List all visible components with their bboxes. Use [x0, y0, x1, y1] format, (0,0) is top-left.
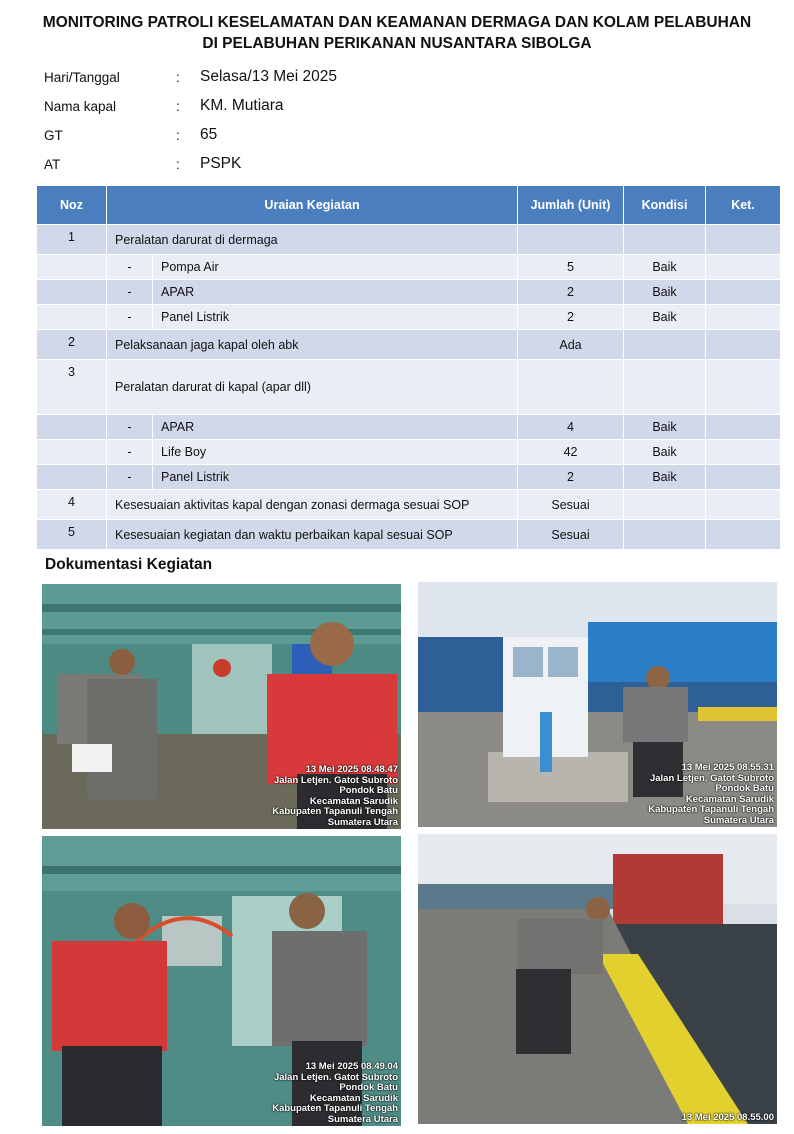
stamp-line: Kabupaten Tapanuli Tengah [648, 804, 774, 815]
cell-ket [706, 520, 781, 550]
cell-ket [706, 440, 781, 465]
cell-jumlah: Sesuai [518, 520, 624, 550]
meta-value: PSPK [200, 155, 242, 172]
photo-timestamp [648, 763, 774, 826]
table-row [37, 520, 781, 550]
cell-dash: - [107, 255, 153, 280]
cell-no: 1 [37, 225, 107, 255]
cell-uraian: Pompa Air [153, 255, 518, 280]
table-header-row [37, 186, 781, 225]
cell-uraian: Peralatan darurat di dermaga [107, 225, 518, 255]
stamp-line: Kabupaten Tapanuli Tengah [272, 806, 398, 817]
stamp-line: 13 Mei 2025 08.49.04 [305, 1061, 398, 1072]
stamp-line: Kecamatan Sarudik [309, 795, 398, 807]
table-row [37, 330, 781, 360]
cell-uraian: Kesesuaian aktivitas kapal dengan zonasi dermaga sesuai SOP [107, 490, 518, 520]
header-no: Noz [37, 186, 107, 225]
photo-pier [418, 834, 777, 1124]
cell-jumlah: Sesuai [518, 490, 624, 520]
cell-jumlah: Ada [518, 330, 624, 360]
photo-illustration [418, 834, 777, 1124]
cell-no [37, 255, 107, 280]
cell-no [37, 440, 107, 465]
header-jumlah: Jumlah (Unit) [518, 186, 624, 225]
photo-timestamp [682, 1113, 774, 1124]
photo-timestamp [272, 1062, 398, 1125]
title-line-2: DI PELABUHAN PERIKANAN NUSANTARA SIBOLGA [202, 35, 592, 52]
cell-kondisi [624, 225, 706, 255]
cell-uraian: Kesesuaian kegiatan dan waktu perbaikan kapal sesuai SOP [107, 520, 518, 550]
stamp-line: Kecamatan Sarudik [309, 1092, 398, 1104]
cell-dash: - [107, 280, 153, 305]
document-title [0, 12, 794, 54]
cell-jumlah: 4 [518, 415, 624, 440]
cell-ket [706, 490, 781, 520]
photo-dock-panel [418, 582, 777, 827]
header-ket: Ket. [706, 186, 781, 225]
photo-timestamp [272, 765, 398, 828]
cell-no: 5 [37, 520, 107, 550]
stamp-line: 13 Mei 2025 08.55.00 [681, 1111, 774, 1123]
cell-no [37, 305, 107, 330]
cell-kondisi: Baik [624, 415, 706, 440]
cell-ket [706, 465, 781, 490]
cell-kondisi: Baik [624, 305, 706, 330]
cell-uraian: Pelaksanaan jaga kapal oleh abk [107, 330, 518, 360]
meta-label: AT [44, 157, 61, 172]
header-uraian: Uraian Kegiatan [107, 186, 518, 225]
stamp-line: Jalan Letjen. Gatot Subroto [649, 772, 774, 784]
table-row [37, 440, 781, 465]
meta-label: Hari/Tanggal [44, 70, 120, 85]
cell-no [37, 415, 107, 440]
cell-kondisi [624, 520, 706, 550]
table-row [37, 465, 781, 490]
table-row [37, 360, 781, 415]
stamp-line: Sumatera Utara [327, 816, 398, 828]
cell-no: 3 [37, 360, 107, 415]
monitoring-table [36, 185, 781, 550]
cell-ket [706, 305, 781, 330]
cell-dash: - [107, 415, 153, 440]
table-row [37, 280, 781, 305]
stamp-line: 13 Mei 2025 08.55.31 [681, 762, 774, 773]
photo-boat-interior-2 [42, 836, 401, 1126]
meta-value: KM. Mutiara [200, 97, 284, 114]
meta-label: Nama kapal [44, 99, 117, 114]
cell-kondisi [624, 490, 706, 520]
stamp-line: Jalan Letjen. Gatot Subroto [273, 774, 398, 786]
cell-kondisi [624, 330, 706, 360]
meta-value: 65 [200, 126, 218, 143]
stamp-line: Kabupaten Tapanuli Tengah [272, 1103, 398, 1114]
table-row [37, 490, 781, 520]
stamp-line: Kecamatan Sarudik [685, 793, 774, 805]
photo-boat-interior-1 [42, 584, 401, 829]
table-row [37, 225, 781, 255]
cell-uraian: Life Boy [153, 440, 518, 465]
cell-kondisi: Baik [624, 440, 706, 465]
cell-jumlah [518, 225, 624, 255]
cell-jumlah: 5 [518, 255, 624, 280]
cell-ket [706, 225, 781, 255]
meta-colon: : [176, 70, 180, 85]
cell-jumlah [518, 360, 624, 415]
cell-jumlah: 42 [518, 440, 624, 465]
meta-value: Selasa/13 Mei 2025 [200, 68, 338, 85]
table-row [37, 415, 781, 440]
cell-no [37, 465, 107, 490]
cell-no: 2 [37, 330, 107, 360]
cell-uraian: Panel Listrik [153, 465, 518, 490]
meta-colon: : [176, 99, 180, 114]
stamp-line: Pondok Batu [715, 783, 774, 794]
stamp-line: Pondok Batu [339, 1082, 398, 1093]
cell-ket [706, 330, 781, 360]
title-line-1: MONITORING PATROLI KESELAMATAN DAN KEAMANAN DERMAGA DAN KOLAM PELABUHAN [42, 14, 752, 31]
meta-colon: : [176, 128, 180, 143]
cell-dash: - [107, 465, 153, 490]
meta-colon: : [176, 157, 180, 172]
documentation-heading: Dokumentasi Kegiatan [45, 556, 213, 573]
cell-no: 4 [37, 490, 107, 520]
cell-kondisi: Baik [624, 465, 706, 490]
stamp-line: Pondok Batu [339, 785, 398, 796]
cell-kondisi: Baik [624, 255, 706, 280]
stamp-line: 13 Mei 2025 08.48.47 [305, 764, 398, 775]
cell-uraian: APAR [153, 280, 518, 305]
header-kondisi: Kondisi [624, 186, 706, 225]
cell-dash: - [107, 440, 153, 465]
table-row [37, 305, 781, 330]
cell-kondisi: Baik [624, 280, 706, 305]
table-row [37, 255, 781, 280]
cell-ket [706, 280, 781, 305]
cell-uraian: Panel Listrik [153, 305, 518, 330]
cell-dash: - [107, 305, 153, 330]
meta-label: GT [44, 128, 63, 143]
cell-jumlah: 2 [518, 280, 624, 305]
cell-ket [706, 255, 781, 280]
cell-ket [706, 415, 781, 440]
cell-kondisi [624, 360, 706, 415]
cell-jumlah: 2 [518, 465, 624, 490]
cell-ket [706, 360, 781, 415]
stamp-line: Sumatera Utara [327, 1113, 398, 1125]
cell-jumlah: 2 [518, 305, 624, 330]
cell-uraian: Peralatan darurat di kapal (apar dll) [107, 360, 518, 415]
cell-no [37, 280, 107, 305]
stamp-line: Sumatera Utara [703, 814, 774, 826]
stamp-line: Jalan Letjen. Gatot Subroto [273, 1071, 398, 1083]
cell-uraian: APAR [153, 415, 518, 440]
